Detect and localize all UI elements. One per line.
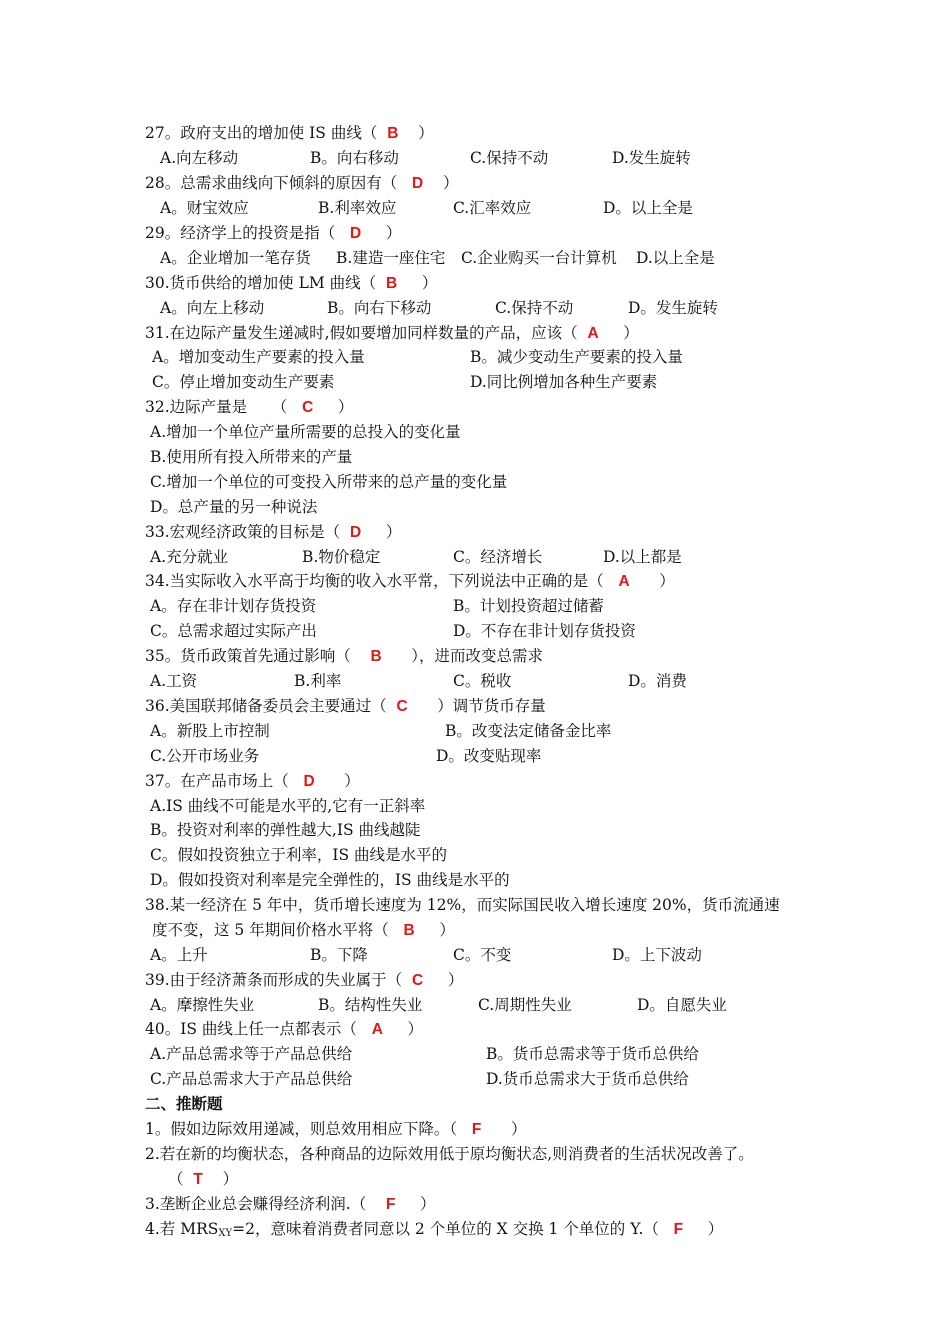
judgment-4: 4.若 $MRS_{XY}=2$，意味着消费者同意以 2 个单位的 X 交换 1 个单位的 Y.（ F ） <box>145 1220 724 1239</box>
q32-option-d: D。总产量的另一种说法 <box>150 498 318 516</box>
q36-option-d: D。改变贴现率 <box>436 747 542 765</box>
q27-option-c: C.保持不动 <box>470 149 549 167</box>
q30-option-a: A。向左上移动 <box>160 299 265 317</box>
q39-option-d: D。自愿失业 <box>637 996 727 1014</box>
question-35: 35。货币政策首先通过影响（ B ），进而改变总需求 <box>145 647 543 665</box>
answer-36: C <box>396 698 408 715</box>
question-29: 29。经济学上的投资是指（ D ） <box>145 224 402 242</box>
section-heading: 二、推断题 <box>145 1094 223 1113</box>
q33-option-c: C。经济增长 <box>453 548 543 566</box>
question-30: 30.货币供给的增加使 LM 曲线（ B ） <box>145 274 438 292</box>
answer-33: D <box>350 524 362 541</box>
judgment-2: （ T ） <box>168 1170 239 1188</box>
q35-option-a: A.工资 <box>150 672 198 690</box>
q30-option-d: D。发生旋转 <box>628 299 718 317</box>
q40-option-d: D.货币总需求大于货币总供给 <box>486 1070 689 1088</box>
q36-option-b: B。改变法定储备金比率 <box>445 722 612 740</box>
q27-option-d: D.发生旋转 <box>612 149 691 167</box>
q34-option-d: D。不存在非计划存货投资 <box>453 622 636 640</box>
q39-option-b: B。结构性失业 <box>318 996 423 1014</box>
q39-option-c: C.周期性失业 <box>478 996 572 1014</box>
q29-option-c: C.企业购买一台计算机 <box>461 249 617 267</box>
q40-option-c: C.产品总需求大于产品总供给 <box>150 1070 353 1088</box>
q40-option-b: B。货币总需求等于货币总供给 <box>486 1045 699 1063</box>
q38-option-d: D。上下波动 <box>612 946 702 964</box>
judgment-1: 1。假如边际效用递减，则总效用相应下降。（ F ） <box>145 1120 527 1138</box>
q30-option-b: B。向右下移动 <box>327 299 432 317</box>
answer-30: B <box>386 275 398 292</box>
q36-option-c: C.公开市场业务 <box>150 747 260 765</box>
q29-option-d: D.以上全是 <box>636 249 715 267</box>
q35-option-c: C。税收 <box>453 672 512 690</box>
answer-35: B <box>370 648 382 665</box>
q32-option-b: B.使用所有投入所带来的产量 <box>150 448 353 466</box>
q37-option-c: C。假如投资独立于利率，IS 曲线是水平的 <box>150 846 448 864</box>
q38-option-c: C。不变 <box>453 946 512 964</box>
q28-option-b: B.利率效应 <box>318 199 397 217</box>
q39-option-a: A。摩擦性失业 <box>150 996 255 1014</box>
q31-option-d: D.同比例增加各种生产要素 <box>470 373 658 391</box>
q34-option-a: A。存在非计划存货投资 <box>150 597 317 615</box>
q29-option-b: B.建造一座住宅 <box>336 249 446 267</box>
question-37: 37。在产品市场上（ D ） <box>145 772 360 790</box>
q32-option-c: C.增加一个单位的可变投入所带来的总产量的变化量 <box>150 473 508 491</box>
q28-option-d: D。以上全是 <box>603 199 693 217</box>
q28-option-c: C.汇率效应 <box>453 199 532 217</box>
q34-option-b: B。计划投资超过储蓄 <box>453 597 604 615</box>
q38-option-b: B。下降 <box>310 946 368 964</box>
q33-option-b: B.物价稳定 <box>302 548 381 566</box>
q30-option-c: C.保持不动 <box>495 299 574 317</box>
q31-option-a: A。增加变动生产要素的投入量 <box>152 348 365 366</box>
question-38-line-1: 38.某一经济在 5 年中，货币增长速度为 12%，而实际国民收入增长速度 20%，货币流通速 <box>145 896 780 914</box>
subscript-xy: XY <box>218 1228 233 1239</box>
judgment-3: 3.垄断企业总会赚得经济利润.（ F ） <box>145 1195 436 1213</box>
q32-option-a: A.增加一个单位产量所需要的总投入的变化量 <box>150 423 461 441</box>
q33-option-d: D.以上都是 <box>603 548 682 566</box>
answer-29: D <box>350 225 362 242</box>
question-33: 33.宏观经济政策的目标是（ D ） <box>145 523 402 541</box>
judgment-answer-2: T <box>193 1171 203 1188</box>
question-28: 28。总需求曲线向下倾斜的原因有（ D ） <box>145 174 459 192</box>
judgment-answer-3: F <box>385 1196 396 1213</box>
q36-option-a: A。新股上市控制 <box>150 722 270 740</box>
q27-option-b: B。向右移动 <box>310 149 399 167</box>
answer-34: A <box>618 573 630 590</box>
q35-option-b: B.利率 <box>294 672 342 690</box>
q37-option-b: B。投资对利率的弹性越大,IS 曲线越陡 <box>150 821 421 839</box>
q31-option-b: B。减少变动生产要素的投入量 <box>470 348 683 366</box>
answer-39: C <box>412 972 424 989</box>
q37-option-d: D。假如投资对利率是完全弹性的，IS 曲线是水平的 <box>150 871 510 889</box>
question-38: 度不变，这 5 年期间价格水平将（ B ） <box>152 921 455 939</box>
question-34: 34.当实际收入水平高于均衡的收入水平常，下列说法中正确的是（ A ） <box>145 572 675 590</box>
q37-option-a: A.IS 曲线不可能是水平的,它有一正斜率 <box>150 797 426 815</box>
question-27: 27。政府支出的增加使 IS 曲线（ B ） <box>145 124 434 142</box>
answer-31: A <box>587 325 599 342</box>
answer-27: B <box>387 125 399 142</box>
answer-28: D <box>412 175 424 192</box>
judgment-answer-1: F <box>471 1121 482 1138</box>
q27-option-a: A.向左移动 <box>160 149 239 167</box>
q28-option-a: A。财宝效应 <box>160 199 249 217</box>
judgment-answer-4: F <box>673 1221 684 1238</box>
answer-38: B <box>403 922 415 939</box>
question-36: 36.美国联邦储备委员会主要通过（ C ）调节货币存量 <box>145 697 546 715</box>
q38-option-a: A。上升 <box>150 946 208 964</box>
question-31: 31.在边际产量发生递减时,假如要增加同样数量的产品，应该（ A ） <box>145 324 639 342</box>
q33-option-a: A.充分就业 <box>150 548 229 566</box>
question-40: 40。IS 曲线上任一点都表示（ A ） <box>145 1020 424 1038</box>
question-32: 32.边际产量是 （ C ） <box>145 398 354 416</box>
q29-option-a: A。企业增加一笔存货 <box>160 249 311 267</box>
answer-37: D <box>303 773 315 790</box>
answer-32: C <box>302 399 314 416</box>
q40-option-a: A.产品总需求等于产品总供给 <box>150 1045 353 1063</box>
q35-option-d: D。消费 <box>628 672 687 690</box>
answer-40: A <box>371 1021 383 1038</box>
question-39: 39.由于经济萧条而形成的失业属于（ C ） <box>145 971 464 989</box>
q34-option-c: C。总需求超过实际产出 <box>150 622 317 640</box>
judgment-2-line-1: 2.若在新的均衡状态，各种商品的边际效用低于原均衡状态,则消费者的生活状况改善了。 <box>145 1145 754 1163</box>
q31-option-c: C。停止增加变动生产要素 <box>152 373 335 391</box>
